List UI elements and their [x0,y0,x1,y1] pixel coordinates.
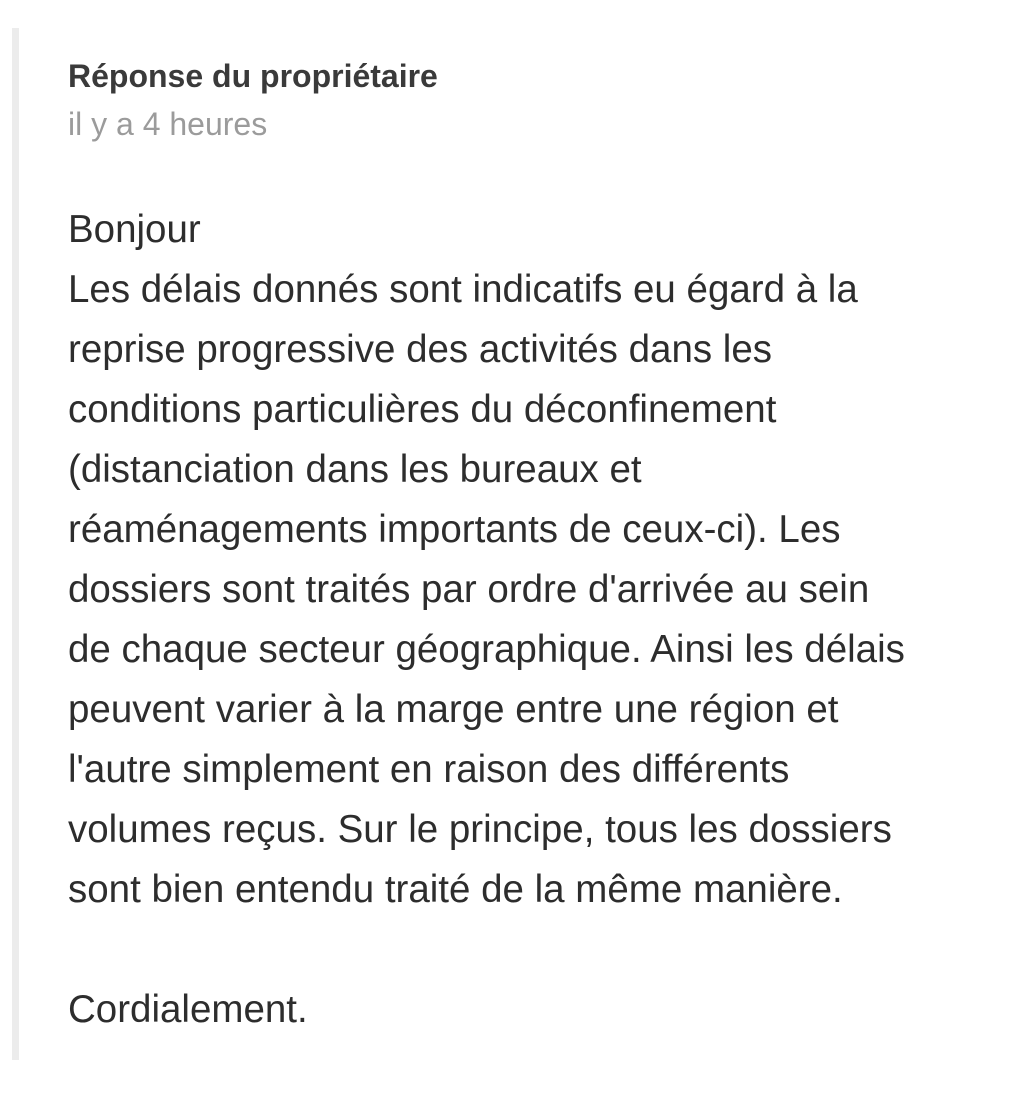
reply-line: peuvent varier à la marge entre une région et [68,688,839,731]
reply-line: conditions particulières du déconfinement [68,388,777,431]
paragraph-gap [68,920,1003,980]
reply-line: dossiers sont traités par ordre d'arrivée au sein [68,568,870,611]
reply-header [68,56,438,144]
reply-line: (distanciation dans les bureaux et [68,448,642,491]
reply-line: volumes reçus. Sur le principe, tous les dossiers [68,808,892,851]
reply-greeting: Bonjour [68,208,201,251]
reply-line: l'autre simplement en raison des différents [68,748,790,791]
reply-line: Les délais donnés sont indicatifs eu égard à la [68,268,858,311]
reply-line: sont bien entendu traité de la même manière. [68,868,843,911]
reply-line: reprise progressive des activités dans les [68,328,773,371]
reply-timestamp: il y a 4 heures [68,106,268,142]
reply-closing: Cordialement. [68,988,308,1031]
reply-line: de chaque secteur géographique. Ainsi les délais [68,628,905,671]
reply-body [68,200,1003,1040]
reply-title: Réponse du propriétaire [68,58,438,94]
reply-line: réaménagements importants de ceux-ci). Les [68,508,841,551]
owner-reply-card [12,28,1002,1060]
